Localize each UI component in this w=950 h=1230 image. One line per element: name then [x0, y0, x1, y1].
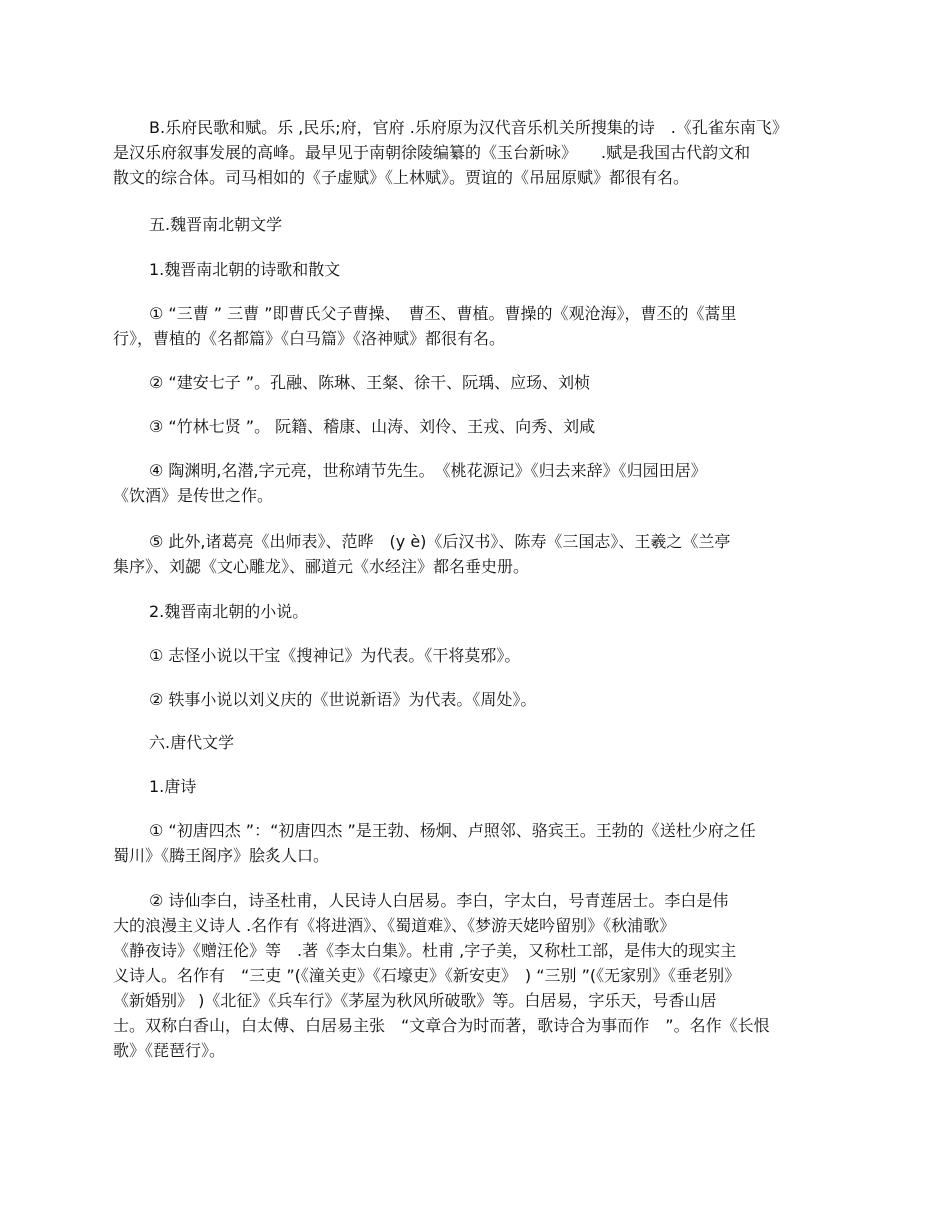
- paragraph-three-cao: [113, 301, 833, 351]
- text-line: 是汉乐府叙事发展的高峰。最早见于南朝徐陵编纂的《玉台新咏》 .赋是我国古代韵文和: [113, 143, 751, 162]
- paragraph-li-du-bai: [113, 888, 833, 1063]
- heading-text: 五.魏晋南北朝文学: [149, 215, 283, 234]
- text-line: 行》，曹植的《名都篇》《白马篇》《洛神赋》都很有名。: [113, 329, 506, 348]
- text-line: 士。双称白香山，白太傅、白居易主张 “文章合为时而著，歌诗合为事而作 ”。名作《长恨: [113, 1016, 770, 1035]
- text-line: ⑤ 此外,诸葛亮《出师表》、范晔 (y è)《后汉书》、陈寿《三国志》、王羲之《兰亭: [149, 532, 731, 551]
- paragraph-yuefu-and-fu: [113, 115, 833, 190]
- text-line: ② 轶事小说以刘义庆的《世说新语》为代表。《周处》。: [149, 690, 537, 709]
- subsection-heading-tang-poetry: [113, 774, 833, 799]
- text-line: B.乐府民歌和赋。乐 ,民乐;府，官府 .乐府原为汉代音乐机关所搜集的诗 .《孔雀东南飞》: [149, 118, 788, 137]
- text-line: 《饮酒》是传世之作。: [113, 486, 274, 505]
- text-line: ① “初唐四杰 ”：“初唐四杰 ”是王勃、杨炯、卢照邻、骆宾王。王勃的《送杜少府之任: [149, 821, 756, 840]
- paragraph-four-talents: [113, 818, 833, 868]
- section-heading-wei-jin: [113, 212, 833, 237]
- paragraph-seven-jian-an: [113, 370, 833, 395]
- text-line: 歌》《琵琶行》。: [113, 1041, 226, 1060]
- text-line: ① “三曹 ” 三曹 ”即曹氏父子曹操、 曹丕、曹植。曹操的《观沧海》，曹丕的《蒿里: [149, 304, 737, 323]
- paragraph-tao-yuanming: [113, 458, 833, 508]
- subsection-heading-novels: [113, 599, 833, 624]
- paragraph-other-works: [113, 529, 833, 579]
- subsection-heading-poetry-prose: [113, 257, 833, 282]
- text-line: 大的浪漫主义诗人 .名作有《将进酒》、《蜀道难》、《梦游天姥吟留别》《秋浦歌》: [113, 916, 676, 935]
- text-line: 散文的综合体。司马相如的《子虚赋》《上林赋》。贾谊的《吊屈原赋》都很有名。: [113, 168, 690, 187]
- heading-text: 六.唐代文学: [149, 733, 235, 752]
- paragraph-seven-bamboo: [113, 414, 833, 439]
- text-line: ② 诗仙李白，诗圣杜甫，人民诗人白居易。李白，字太白，号青莲居士。李白是伟: [149, 891, 729, 910]
- paragraph-zhiguai-novels: [113, 643, 833, 668]
- text-line: ② “建安七子 ”。孔融、陈琳、王粲、徐干、阮瑀、应玚、刘桢: [149, 373, 591, 392]
- text-line: 《新婚别》 )《北征》《兵车行》《茅屋为秋风所破歌》等。白居易，字乐天，号香山居: [113, 991, 717, 1010]
- section-heading-tang: [113, 730, 833, 755]
- text-line: 蜀川》《腾王阁序》脍炙人口。: [113, 846, 330, 865]
- text-line: ④ 陶渊明,名潜,字元亮，世称靖节先生。 《桃花源记》《归去来辞》《归园田居》: [149, 461, 707, 480]
- heading-text: 1.魏晋南北朝的诗歌和散文: [149, 260, 341, 279]
- text-line: 集序》、刘勰《文心雕龙》、郦道元《水经注》都名垂史册。: [113, 557, 530, 576]
- text-line: 《静夜诗》《赠汪伦》等 .著《李太白集》。杜甫 ,字子美，又称杜工部，是伟大的现实主: [113, 941, 737, 960]
- text-line: ① 志怪小说以干宝《搜神记》为代表。《干将莫邪》。: [149, 646, 521, 665]
- paragraph-anecdote-novels: [113, 687, 833, 712]
- heading-text: 1.唐诗: [149, 777, 197, 796]
- text-line: ③ “竹林七贤 ”。 阮籍、稽康、山涛、刘伶、王戎、向秀、刘咸: [149, 417, 596, 436]
- text-line: 义诗人。名作有 “三吏 ”(《潼关吏》《石壕吏》《新安吏》 ) “三别 ”(《无家别》《垂老别》: [113, 966, 741, 985]
- heading-text: 2.魏晋南北朝的小说。: [149, 602, 309, 621]
